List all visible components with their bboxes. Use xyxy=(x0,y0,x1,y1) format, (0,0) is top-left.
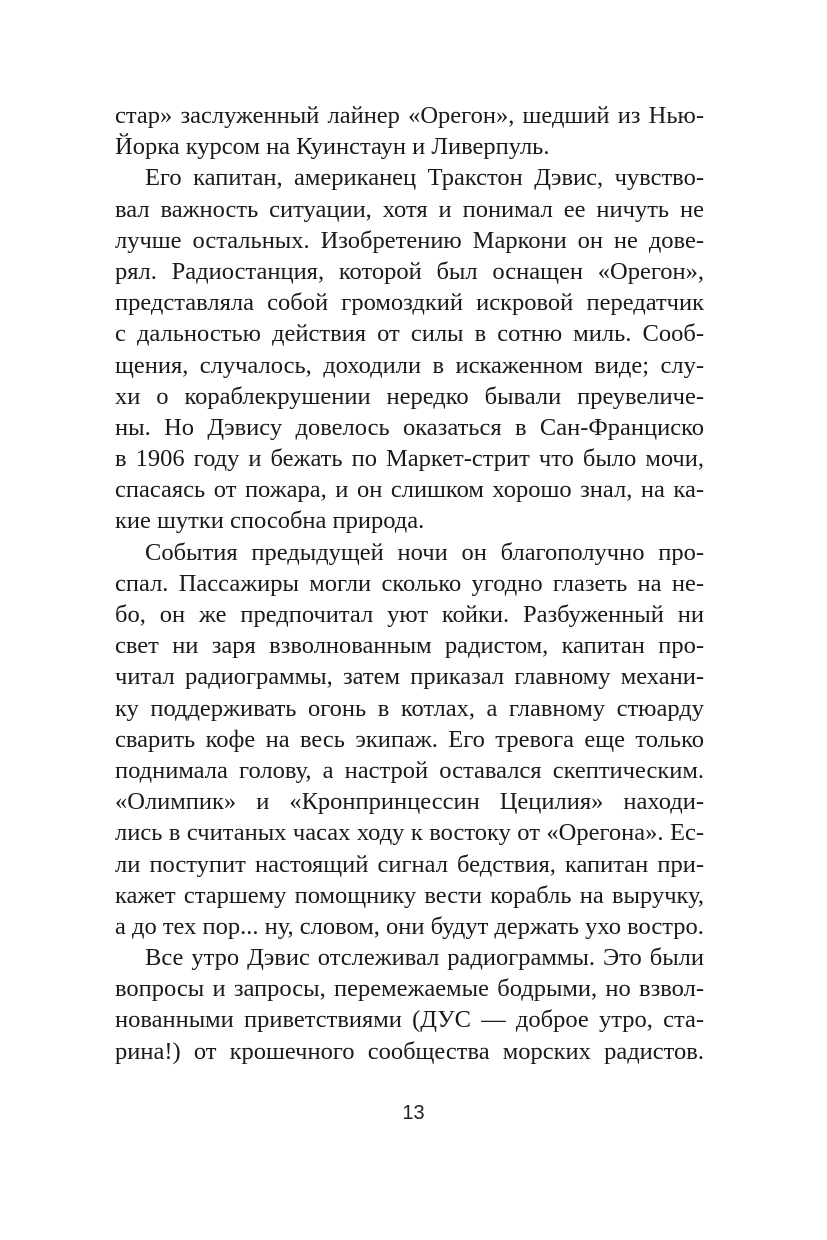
body-text xyxy=(115,100,704,1067)
text-line: ны. Но Дэвису довелось оказаться в Сан-Франциско xyxy=(115,413,704,441)
text-line: свет ни заря взволнованным радистом, капитан про- xyxy=(115,632,704,660)
text-line: спасаясь от пожара, и он слишком хорошо знал, на ка- xyxy=(115,476,704,504)
text-line: вал важность ситуации, хотя и понимал ее ничуть не xyxy=(115,195,704,223)
text-line: вопросы и запросы, перемежаемые бодрыми, но взвол- xyxy=(115,975,704,1003)
text-line: хи о кораблекрушении нередко бывали преувеличе- xyxy=(115,382,704,410)
text-line: нованными приветствиями (ДУС — доброе утро, ста- xyxy=(115,1006,704,1034)
text-line: а до тех пор... ну, словом, они будут держать ухо востро. xyxy=(115,912,704,940)
text-line: стар» заслуженный лайнер «Орегон», шедший из Нью- xyxy=(115,102,704,129)
text-line: в 1906 году и бежать по Маркет-стрит что было мочи, xyxy=(115,445,704,473)
text-line: Все утро Дэвис отслеживал радиограммы. Это были xyxy=(145,944,704,972)
text-line: «Олимпик» и «Кронпринцессин Цецилия» находи- xyxy=(115,788,704,816)
text-line: кие шутки способна природа. xyxy=(115,507,425,535)
text-line: щения, случалось, доходили в искаженном виде; слу- xyxy=(115,351,704,379)
text-line: кажет старшему помощнику вести корабль на выручку, xyxy=(115,881,704,909)
text-line: лучше остальных. Изобретению Маркони он не дове- xyxy=(115,226,704,254)
page-number: 13 xyxy=(402,1102,425,1124)
text-line: рина!) от крошечного сообщества морских радистов. xyxy=(115,1037,704,1065)
text-line: Его капитан, американец Тракстон Дэвис, чувство- xyxy=(145,164,704,192)
text-line: рял. Радиостанция, которой был оснащен «Орегон», xyxy=(115,257,704,285)
text-line: бо, он же предпочитал уют койки. Разбуженный ни xyxy=(115,601,704,628)
text-line: Йорка курсом на Куинстаун и Ливерпуль. xyxy=(115,133,550,161)
text-line: ку поддерживать огонь в котлах, а главному стюарду xyxy=(115,694,704,722)
text-line: сварить кофе на весь экипаж. Его тревога еще только xyxy=(115,725,704,753)
text-line: представляла собой громоздкий искровой передатчик xyxy=(115,289,704,317)
text-line: поднимала голову, а настрой оставался скептическим. xyxy=(115,756,704,784)
text-line: События предыдущей ночи он благополучно про- xyxy=(145,538,704,566)
text-line: лись в считаных часах ходу к востоку от «Орегона». Ес- xyxy=(115,819,704,847)
text-line: спал. Пассажиры могли сколько угодно глазеть на не- xyxy=(115,569,704,597)
text-line: ли поступит настоящий сигнал бедствия, капитан при- xyxy=(115,850,704,878)
text-line: с дальностью действия от силы в сотню миль. Сооб- xyxy=(115,320,704,348)
text-line: читал радиограммы, затем приказал главному механи- xyxy=(115,663,704,691)
